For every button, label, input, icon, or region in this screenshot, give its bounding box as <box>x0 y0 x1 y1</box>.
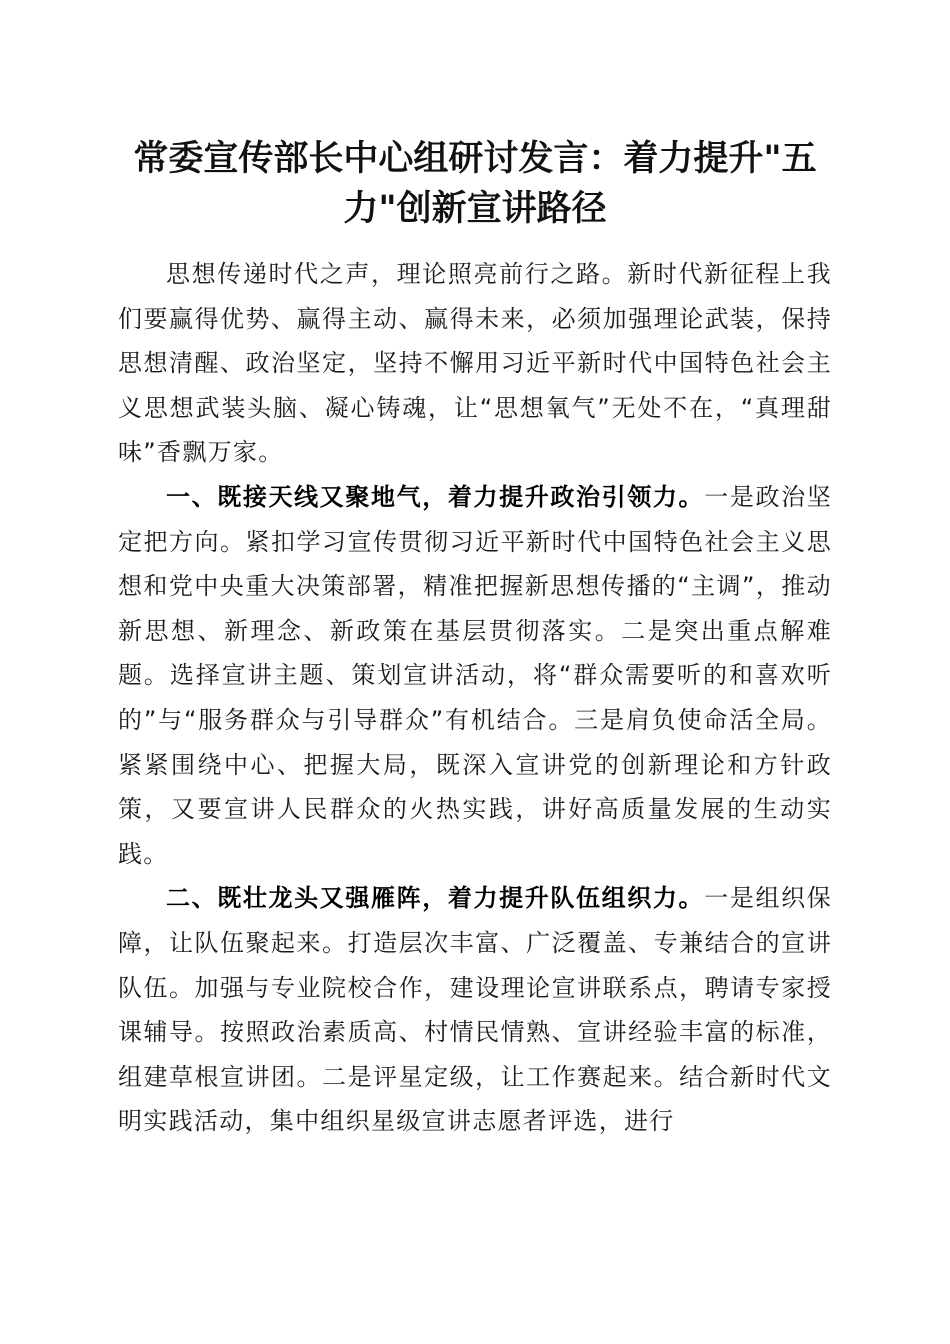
paragraph-section-1 <box>118 475 832 876</box>
section-1-heading: 一、既接天线又聚地气，着力提升政治引领力。 <box>166 482 705 511</box>
paragraph-intro <box>118 252 832 475</box>
section-1-text: 一是政治坚定把方向。紧扣学习宣传贯彻习近平新时代中国特色社会主义思想和党中央重大决策部署，精准把握新思想传播的“主调”，推动新思想、新理念、新政策在基层贯彻落实。二是突出重点解难题。选择宣讲主题、策划宣讲活动，将“群众需要听的和喜欢听的”与“服务群众与引导群众”有机结合。三是肩负使命活全局。紧紧围绕中心、把握大局，既深入宣讲党的创新理论和方针政策，又要宣讲人民群众的火热实践，讲好高质量发展的生动实践。 <box>118 482 832 868</box>
document-title: 常委宣传部长中心组研讨发言：着力提升"五力"创新宣讲路径 <box>133 138 817 229</box>
document-body <box>118 252 832 1144</box>
section-2-heading: 二、既壮龙头又强雁阵，着力提升队伍组织力。 <box>166 884 705 913</box>
paragraph-intro-text: 思想传递时代之声，理论照亮前行之路。新时代新征程上我们要赢得优势、赢得主动、赢得未来，必须加强理论武装，保持思想清醒、政治坚定，坚持不懈用习近平新时代中国特色社会主义思想武装头脑、凝心铸魂，让“思想氧气”无处不在，“真理甜味”香飘万家。 <box>118 260 832 467</box>
section-2-text: 一是组织保障，让队伍聚起来。打造层次丰富、广泛覆盖、专兼结合的宣讲队伍。加强与专业院校合作，建设理论宣讲联系点，聘请专家授课辅导。按照政治素质高、村情民情熟、宣讲经验丰富的标准，组建草根宣讲团。二是评星定级，让工作赛起来。结合新时代文明实践活动，集中组织星级宣讲志愿者评选，进行 <box>118 884 832 1136</box>
paragraph-section-2 <box>118 876 832 1144</box>
